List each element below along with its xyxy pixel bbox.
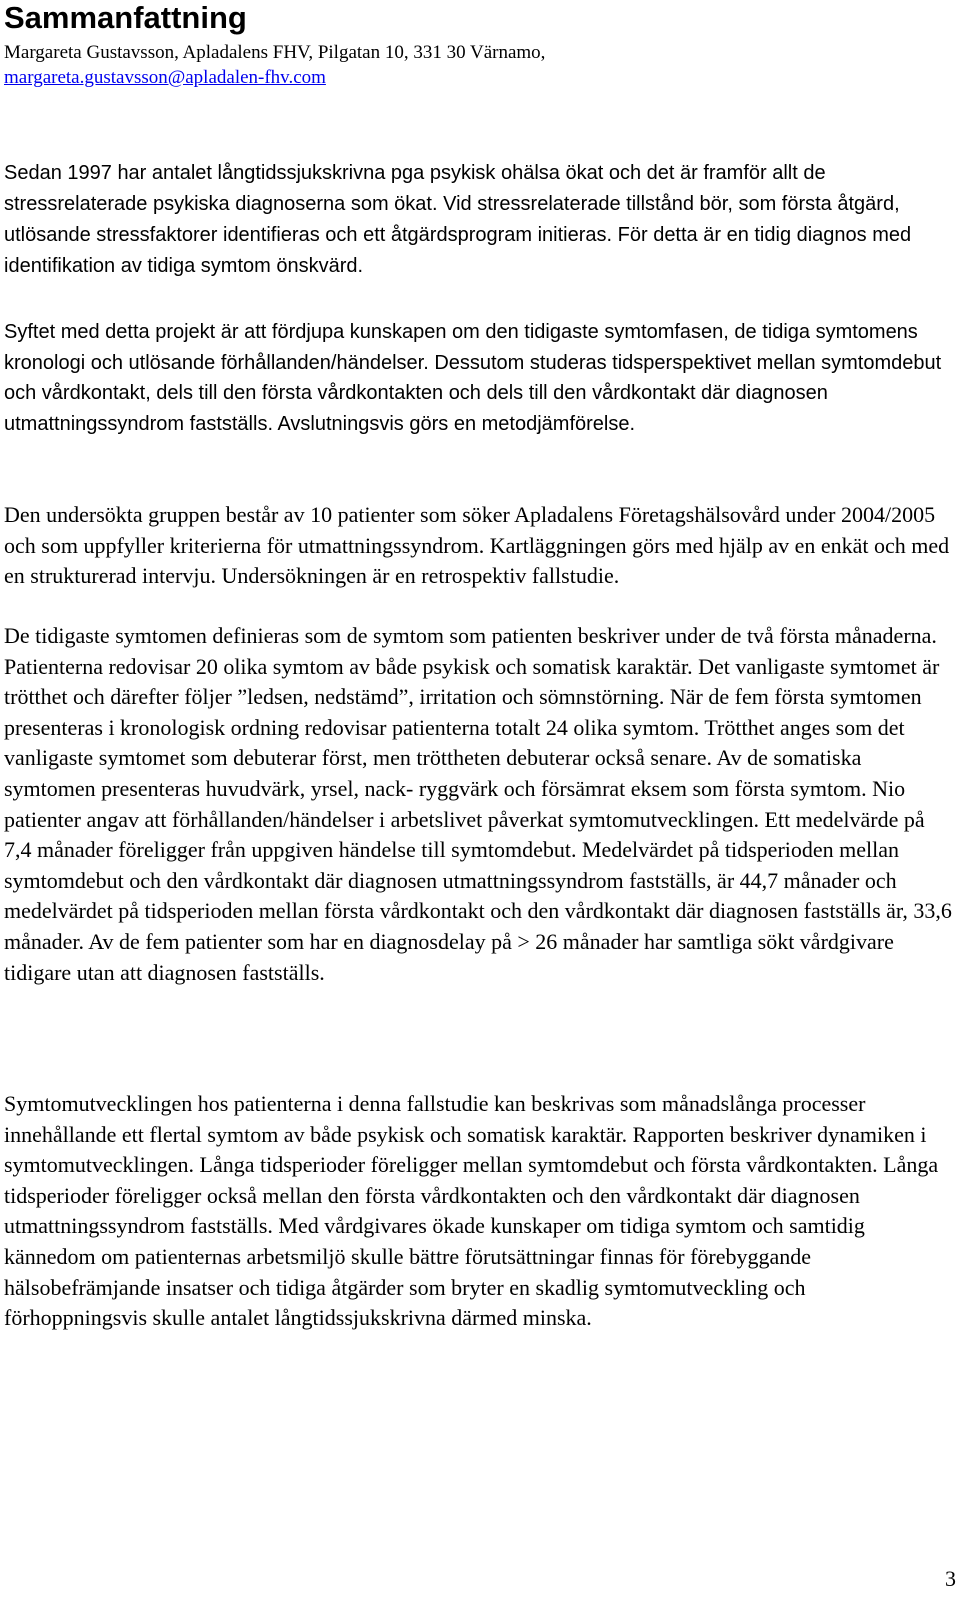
page-number: 3 — [945, 1566, 956, 1591]
paragraph-symtom: De tidigaste symtomen definieras som de symtom som patienten beskriver under de två första månaderna. Patienterna redovisar 20 olika symtom av både psykisk och somatisk karaktär. Det vanligaste symtomet är trötthet och därefter följer ”ledsen, nedstämd”, irritation och sömnstörning. När de fem första symtomen presenteras i kronologisk ordning redovisar patienterna totalt 24 olika symtom. Trötthet anges som det vanligaste symtomet som debuterar först, men tröttheten debuterar också senare. Av de somatiska symtomen presenteras huvudvärk, yrsel, nack- ryggvärk och försämrat eksem som första symtom. Nio patienter angav att förhållanden/händelser i arbetslivet påverkat symtomutvecklingen. Ett medelvärde på 7,4 månader föreligger från uppgiven händelse till symtomdebut. Medelvärdet på tidsperioden mellan symtomdebut och den vårdkontakt där diagnosen utmattningssyndrom fastställs, är 44,7 månader och medelvärdet på tidsperioden mellan första vårdkontakt och den vårdkontakt där diagnosen fastställs är, 33,6 månader. Av de fem patienter som har en diagnosdelay på > 26 månader har samtliga sökt vårdgivare tidigare utan att diagnosen fastställs. — [4, 623, 952, 985]
document-page — [4, 0, 956, 1331]
paragraph-grupp: Den undersökta gruppen består av 10 patienter som söker Apladalens Företagshälsovård under 2004/2005 och som uppfyller kriterierna för utmattningssyndrom. Kartläggningen görs med hjälp av en enkät och med en strukturerad intervju. Undersökningen är en retrospektiv fallstudie. — [4, 502, 950, 589]
paragraph-slutsats: Symtomutvecklingen hos patienterna i denna fallstudie kan beskrivas som månadslånga processer innehållande ett flertal symtom av både psykisk och somatisk karaktär. Rapporten beskriver dynamiken i symtomutvecklingen. Långa tidsperioder föreligger mellan symtomdebut och första vårdkontakten. Långa tidsperioder föreligger också mellan den första vårdkontakten och den vårdkontakt där diagnosen utmattningssyndrom fastställs. Med vårdgivares ökade kunskaper om tidiga symtom och samtidig kännedom om patienternas arbetsmiljö skulle bättre förutsättningar finnas för förebyggande hälsobefrämjande insatser och tidiga åtgärder som bryter en skadlig symtomutveckling och förhoppningsvis skulle antalet långtidssjukskrivna därmed minska. — [4, 1091, 939, 1331]
paragraph-intro: Sedan 1997 har antalet långtidssjukskrivna pga psykisk ohälsa ökat och det är framför allt de stressrelaterade psykiska diagnoserna som ökat. Vid stressrelaterade tillstånd bör, som första åtgärd, utlösande stressfaktorer identifieras och ett åtgärdsprogram initieras. För detta är en tidig diagnos med identifikation av tidiga symtom önskvärd. — [4, 162, 912, 277]
author-line: Margareta Gustavsson, Apladalens FHV, Pilgatan 10, 331 30 Värnamo, — [4, 42, 546, 63]
paragraph-syfte: Syftet med detta projekt är att fördjupa kunskapen om den tidigaste symtomfasen, de tidiga symtomens kronologi och utlösande förhållanden/händelser. Dessutom studeras tidsperspektivet mellan symtomdebut och vårdkontakt, dels till den första vårdkontakten och dels till den vårdkontakt där diagnosen utmattningssyndrom fastställs. Avslutningsvis görs en metodjämförelse. — [4, 321, 942, 435]
email-link[interactable]: margareta.gustavsson@apladalen-fhv.com — [4, 67, 326, 88]
page-title: Sammanfattning — [4, 0, 247, 35]
author-info — [4, 40, 956, 90]
